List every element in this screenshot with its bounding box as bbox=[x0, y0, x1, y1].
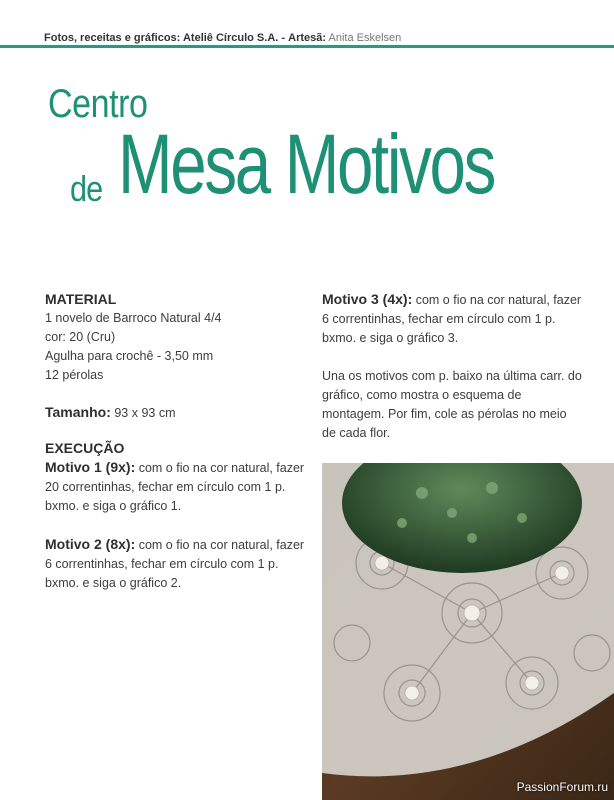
size-label: Tamanho: bbox=[45, 404, 111, 420]
header-rule bbox=[0, 45, 614, 48]
motivo1-text: com o fio na cor natural, fazer 20 correntinhas, fechar em círculo com 1 p. bxmo. e siga o gráfico 1. bbox=[45, 461, 305, 513]
material-line: 12 pérolas bbox=[45, 368, 104, 382]
material-line: cor: 20 (Cru) bbox=[45, 330, 116, 344]
motivo2-lead: Motivo 2 (8x): bbox=[45, 536, 136, 552]
motivo3-lead: Motivo 3 (4x): bbox=[322, 291, 413, 307]
artisan-name: Anita Eskelsen bbox=[328, 32, 402, 44]
motivo1-paragraph bbox=[45, 458, 305, 516]
execution-heading: EXECUÇÃO bbox=[45, 440, 125, 456]
assembly-paragraph: Una os motivos com p. baixo na última carr. do gráfico, como mostra o esquema de montagem. Por fim, cole as pérolas no meio de cada flor. bbox=[322, 369, 582, 440]
motivo3-text: com o fio na cor natural, fazer 6 correntinhas, fechar em círculo com 1 p. bxmo. e siga o gráfico 3. bbox=[322, 293, 582, 345]
motivo3-paragraph bbox=[322, 290, 582, 348]
material-heading: MATERIAL bbox=[45, 291, 117, 307]
material-line: Agulha para crochê - 3,50 mm bbox=[45, 349, 214, 363]
artisan-label: Artesã: bbox=[288, 32, 327, 44]
size-value: 93 x 93 cm bbox=[114, 406, 176, 420]
left-column bbox=[45, 290, 305, 612]
doily-illustration bbox=[322, 463, 614, 800]
title-de: de bbox=[70, 168, 103, 209]
credits-label: Fotos, receitas e gráficos: Ateliê Círculo S.A. bbox=[44, 32, 279, 44]
watermark: PassionForum.ru bbox=[516, 780, 608, 794]
motivo1-lead: Motivo 1 (9x): bbox=[45, 459, 136, 475]
motivo2-text: com o fio na cor natural, fazer 6 correntinhas, fechar em círculo com 1 p. bxmo. e siga o gráfico 2. bbox=[45, 538, 305, 590]
credits-line bbox=[44, 32, 401, 44]
credits-separator: - bbox=[281, 32, 286, 44]
material-line: 1 novelo de Barroco Natural 4/4 bbox=[45, 311, 222, 325]
title-centro: Centro bbox=[48, 82, 148, 126]
title-main: Mesa Motivos bbox=[118, 117, 495, 211]
size-line bbox=[45, 403, 305, 423]
motivo2-paragraph bbox=[45, 535, 305, 593]
doily-photo bbox=[322, 463, 614, 800]
right-column bbox=[322, 290, 582, 462]
